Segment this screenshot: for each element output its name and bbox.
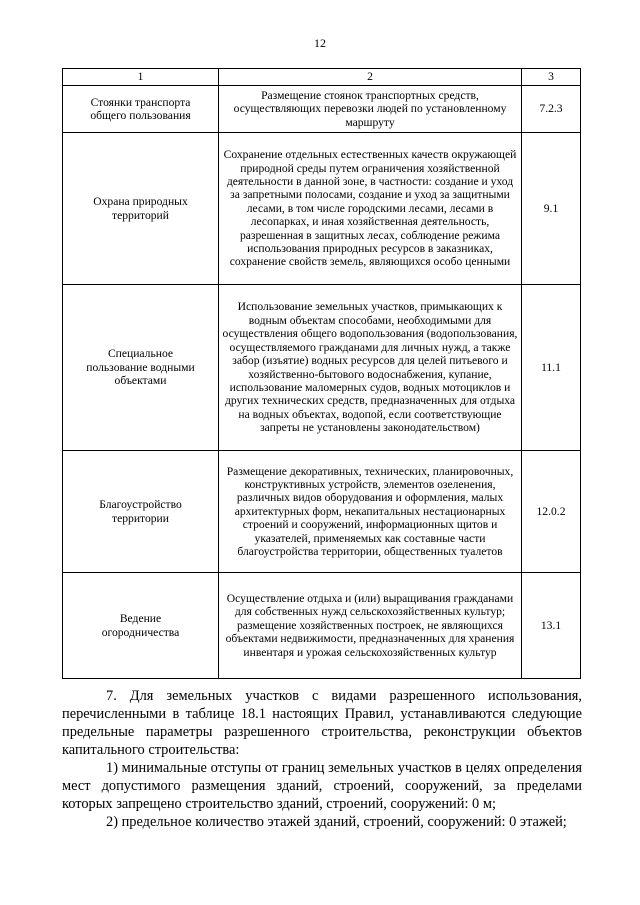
body-text	[62, 687, 582, 831]
land-use-table	[62, 68, 581, 679]
use-description-cell: Использование земельных участков, примыкающих к водным объектам способами, необходимыми для осуществления общего водопользования (водопользования, осуществляемого гражданами для личных нужд, а также забор (изъятие) водных ресурсов для целей питьевого и хозяйственно-бытового водоснабжения, купание, использование маломерных судов, водных мотоциклов и других технических средств, предназначенных для отдыха на водных объектах, водопой, если соответствующие запреты не установлены законодательством)	[219, 285, 522, 451]
use-code-cell: 12.0.2	[522, 451, 581, 573]
table-header-row	[63, 69, 581, 86]
use-code-cell: 7.2.3	[522, 86, 581, 133]
use-code-cell: 9.1	[522, 133, 581, 285]
use-name-cell: Охрана природных территорий	[63, 133, 219, 285]
use-description-cell: Сохранение отдельных естественных качеств окружающей природной среды путем ограничения хозяйственной деятельности в данной зоне, в частности: создание и уход за запретными полосами, создание и уход за защитными лесами, в том числе городскими лесами, лесами в лесопарках, и иная хозяйственная деятельность, разрешенная в защитных лесах, соблюдение режима использования природных ресурсов в заказниках, сохранение свойств земель, являющихся особо ценными	[219, 133, 522, 285]
paragraph: 2) предельное количество этажей зданий, строений, сооружений: 0 этажей;	[106, 814, 567, 830]
paragraph: 7. Для земельных участков с видами разрешенного использования, перечисленными в таблице 18.1 настоящих Правил, устанавливаются следующие предельные параметры разрешенного строительства, реконструкции объектов капитального строительства:	[62, 688, 582, 758]
column-header: 2	[219, 69, 522, 86]
table-row	[63, 451, 581, 573]
table-row	[63, 133, 581, 285]
use-name-cell: Ведение огородничества	[63, 573, 219, 679]
column-header: 1	[63, 69, 219, 86]
use-code-cell: 11.1	[522, 285, 581, 451]
use-code-cell: 13.1	[522, 573, 581, 679]
table-row	[63, 285, 581, 451]
use-name-cell: Благоустройство территории	[63, 451, 219, 573]
use-description-cell: Размещение декоративных, технических, планировочных, конструктивных устройств, элементов озеленения, различных видов оборудования и оформления, малых архитектурных форм, некапитальных нестационарных строений и сооружений, информационных щитов и указателей, применяемых как составные части благоустройства территории, общественных туалетов	[219, 451, 522, 573]
use-description-cell: Размещение стоянок транспортных средств, осуществляющих перевозки людей по установленному маршруту	[219, 86, 522, 133]
paragraph: 1) минимальные отступы от границ земельных участков в целях определения мест допустимого размещения зданий, строений, сооружений, за пределами которых запрещено строительство зданий, строений, сооружений: 0 м;	[62, 760, 582, 812]
page-number: 12	[314, 36, 326, 50]
use-name-cell: Специальное пользование водными объектами	[63, 285, 219, 451]
use-description-cell: Осуществление отдыха и (или) выращивания гражданами для собственных нужд сельскохозяйственных культур; размещение хозяйственных построек, не являющихся объектами недвижимости, предназначенных для хранения инвентаря и урожая сельскохозяйственных культур	[219, 573, 522, 679]
column-header: 3	[522, 69, 581, 86]
table-row	[63, 573, 581, 679]
table-row	[63, 86, 581, 133]
use-name-cell: Стоянки транспорта общего пользования	[63, 86, 219, 133]
